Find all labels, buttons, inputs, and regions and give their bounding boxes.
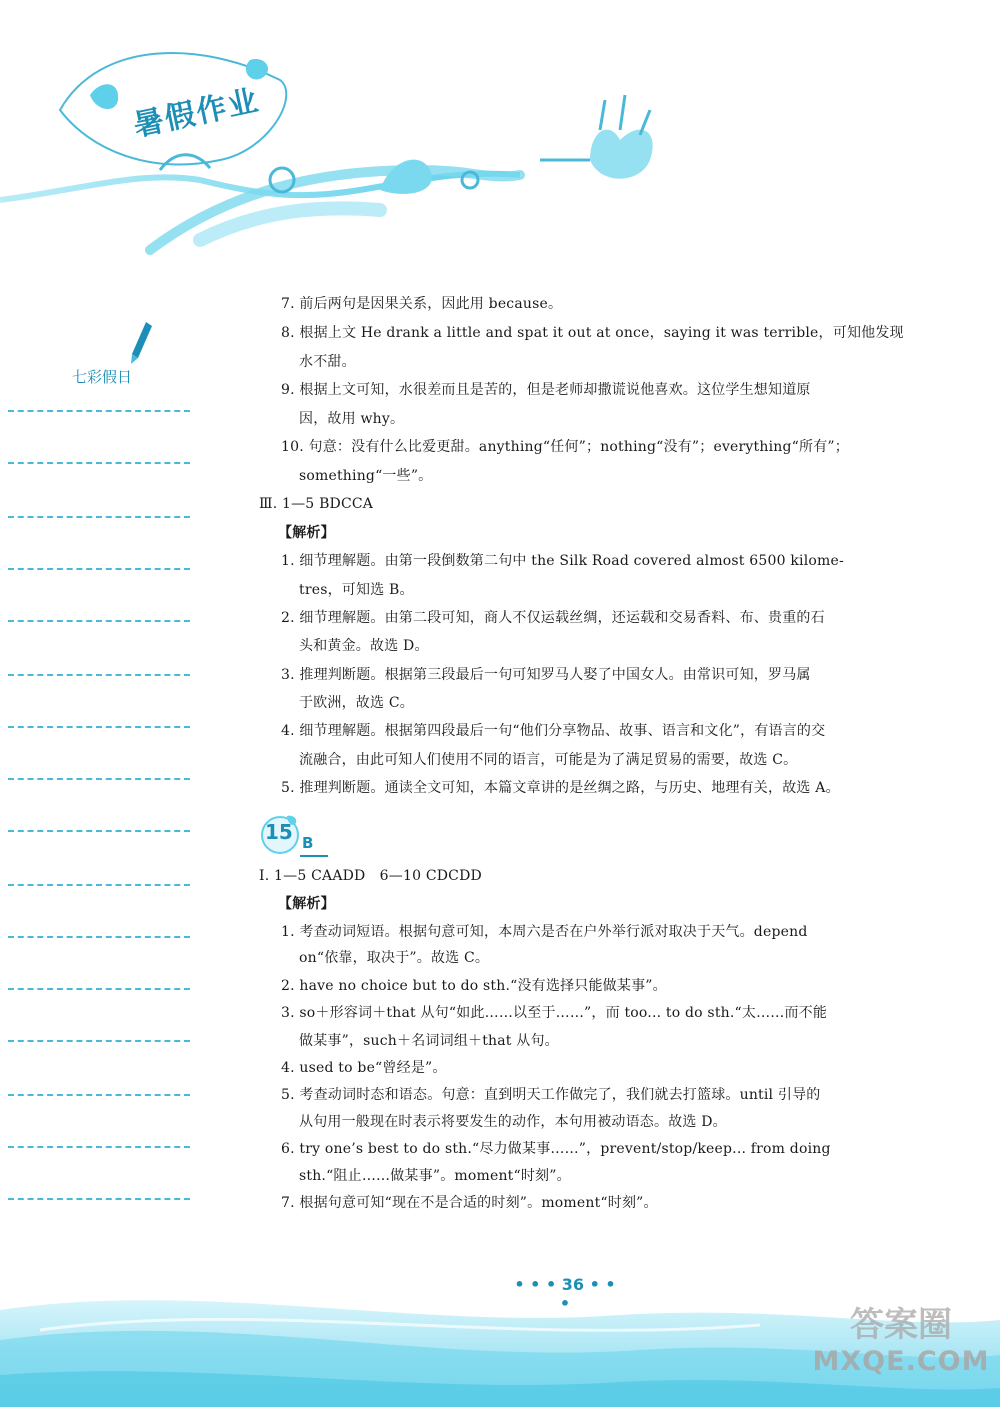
lesson-letter: B <box>302 834 314 852</box>
note-line <box>8 516 190 518</box>
note-line <box>8 830 190 832</box>
answer-line: 8. 根据上文 He drank a little and spat it out at once，saying it was terrible，可知他发现 <box>281 325 904 341</box>
analysis-label: 【解析】 <box>278 525 335 541</box>
answer-line: 1. 考查动词短语。根据句意可知，本周六是否在户外举行派对取决于天气。depend <box>281 924 808 940</box>
answer-line: 7. 根据句意可知“现在不是合适的时刻”。moment“时刻”。 <box>281 1195 658 1211</box>
lesson-number: 15 <box>265 820 293 844</box>
pen-icon <box>128 320 154 366</box>
sidebar-label: 七彩假日 <box>72 368 133 386</box>
answer-line: 9. 根据上文可知，水很差而且是苦的，但是老师却撒谎说他喜欢。这位学生想知道原 <box>281 382 811 398</box>
answer-line: 5. 考查动词时态和语态。句意：直到明天工作做完了，我们就去打篮球。until 引导的 <box>281 1087 821 1103</box>
watermark-line2: MXQE.COM <box>812 1346 990 1377</box>
note-line <box>8 568 190 570</box>
note-line <box>8 410 190 412</box>
note-line <box>8 674 190 676</box>
answer-line: 水不甜。 <box>299 354 356 370</box>
answer-line: on“依靠，取决于”。故选 C。 <box>299 950 490 966</box>
note-line <box>8 936 190 938</box>
answer-line: 2. 细节理解题。由第二段可知，商人不仅运载丝绸，还运载和交易香料、布、贵重的石 <box>281 610 825 626</box>
answer-line: 因，故用 why。 <box>299 411 405 427</box>
answer-line: 6. try one’s best to do sth.“尽力做某事……”，prevent/stop/keep... from doing <box>281 1141 831 1157</box>
watermark-line1: 答案圈 <box>850 1305 952 1345</box>
answer-line: 1. 细节理解题。由第一段倒数第二句中 the Silk Road covered almost 6500 kilome- <box>281 553 844 569</box>
site-watermark <box>808 1305 994 1379</box>
answer-line: 3. 推理判断题。根据第三段最后一句可知罗马人娶了中国女人。由常识可知，罗马属 <box>281 667 811 683</box>
note-line <box>8 778 190 780</box>
note-line <box>8 462 190 464</box>
answer-line: 2. have no choice but to do sth.“没有选择只能做某事”。 <box>281 978 667 994</box>
answer-line: 做某事”，such＋名词词组＋that 从句。 <box>299 1033 559 1049</box>
answer-line: tres，可知选 B。 <box>299 582 414 598</box>
answer-line: 10. 句意：没有什么比爱更甜。anything“任何”；nothing“没有”；everything“所有”； <box>281 439 849 455</box>
note-line <box>8 1198 190 1200</box>
page-number: • • • 36 • • • <box>514 1275 616 1313</box>
note-line <box>8 884 190 886</box>
header-title: 暑假作业 <box>130 82 263 144</box>
answer-line: 5. 推理判断题。通读全文可知，本篇文章讲的是丝绸之路，与历史、地理有关，故选 A。 <box>281 780 840 796</box>
answer-line: something“一些”。 <box>299 468 433 484</box>
note-line <box>8 1146 190 1148</box>
section-heading: Ⅲ. 1—5 BDCCA <box>259 496 374 512</box>
answer-line: 头和黄金。故选 D。 <box>299 638 429 654</box>
note-line <box>8 988 190 990</box>
answer-line: 4. 细节理解题。根据第四段最后一句“他们分享物品、故事、语言和文化”，有语言的交 <box>281 723 826 739</box>
answer-line: sth.“阻止……做某事”。moment“时刻”。 <box>299 1168 571 1184</box>
answer-line: 于欧洲，故选 C。 <box>299 695 414 711</box>
answer-line: 流融合，由此可知人们使用不同的语言，可能是为了满足贸易的需要，故选 C。 <box>299 752 798 768</box>
note-line <box>8 1094 190 1096</box>
answer-line: 从句用一般现在时表示将要发生的动作，本句用被动语态。故选 D。 <box>299 1114 727 1130</box>
analysis-label: 【解析】 <box>278 896 335 912</box>
answer-line: 3. so＋形容词＋that 从句“如此……以至于……”，而 too... to do sth.“太……而不能 <box>281 1005 828 1021</box>
badge-underline <box>300 855 328 857</box>
answer-line: 7. 前后两句是因果关系，因此用 because。 <box>281 296 563 312</box>
answer-line: 4. used to be“曾经是”。 <box>281 1060 447 1076</box>
note-line <box>8 726 190 728</box>
note-line <box>8 620 190 622</box>
section-heading: Ⅰ. 1—5 CAADD 6—10 CDCDD <box>259 868 482 884</box>
note-line <box>8 1040 190 1042</box>
